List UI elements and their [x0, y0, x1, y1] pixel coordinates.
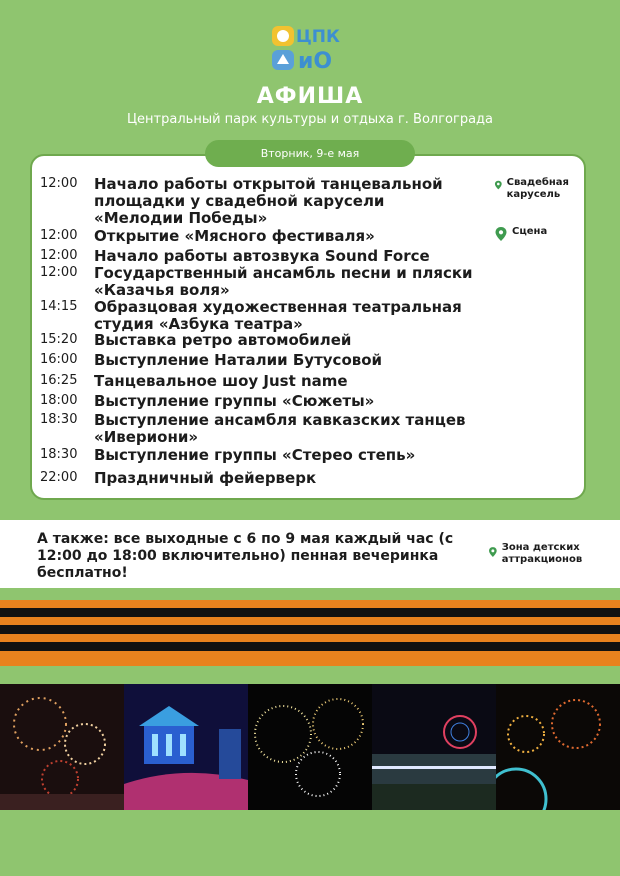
- event-time: 18:30: [40, 447, 78, 462]
- event-name: Открытие «Мясного фестиваля»: [94, 227, 375, 245]
- location-label: Свадебная карусель: [506, 177, 569, 200]
- event-row: [40, 373, 474, 390]
- event-name: Начало работы автозвука Sound Force: [94, 247, 430, 265]
- event-time: 16:25: [40, 373, 78, 388]
- logo-text-bottom: иО: [298, 49, 333, 74]
- event-time: 22:00: [40, 470, 78, 485]
- event-row: [40, 470, 474, 487]
- event-time: 12:00: [40, 228, 78, 243]
- event-row: [40, 393, 474, 410]
- location-label: Сцена: [512, 226, 548, 237]
- event-time: 12:00: [40, 176, 78, 191]
- event-name: Праздничный фейерверк: [94, 469, 317, 487]
- event-time: 16:00: [40, 352, 78, 367]
- event-time: 12:00: [40, 265, 78, 280]
- event-row: [40, 332, 474, 349]
- event-name: Выступление группы «Сюжеты»: [94, 392, 375, 410]
- event-name: Государственный ансамбль песни и пляски «Казачья воля»: [94, 264, 473, 299]
- event-time: 18:30: [40, 412, 78, 427]
- also-text: А также: все выходные с 6 по 9 мая каждый час (с 12:00 до 18:00 включительно) пенная вечеринка бесплатно!: [37, 531, 454, 581]
- fireworks-photo: [0, 684, 124, 810]
- st-george-ribbon: [0, 600, 620, 666]
- event-row: [40, 299, 474, 333]
- map-pin-icon: [494, 226, 508, 242]
- event-name: Образцовая художественная театральная студия «Азбука театра»: [94, 298, 462, 333]
- page-subtitle: Центральный парк культуры и отдыха г. Волгограда: [126, 112, 494, 127]
- event-row: [40, 176, 474, 227]
- map-pin-icon: [488, 542, 498, 562]
- event-row: [40, 447, 474, 464]
- location-stage: [494, 226, 580, 242]
- event-name: Выступление Наталии Бутусовой: [94, 351, 383, 369]
- event-row: [40, 228, 474, 245]
- event-time: 15:20: [40, 332, 78, 347]
- event-name: Выставка ретро автомобилей: [94, 331, 352, 349]
- night-park-photo: [372, 684, 496, 810]
- date-badge: Вторник, 9-е мая: [205, 140, 415, 167]
- event-row: [40, 352, 474, 369]
- location-wedding: [494, 177, 580, 201]
- event-name: Выступление ансамбля кавказских танцев «Ивериони»: [94, 411, 466, 446]
- logo-text-top: ЦПК: [296, 27, 340, 47]
- location-kids: [488, 542, 600, 566]
- event-name: Начало работы открытой танцевальной площадки у свадебной карусели «Мелодии Победы»: [94, 175, 443, 227]
- event-time: 12:00: [40, 248, 78, 263]
- photo-strip: [0, 684, 620, 810]
- event-name: Выступление группы «Стерео степь»: [94, 446, 416, 464]
- event-time: 18:00: [40, 393, 78, 408]
- event-row: [40, 265, 474, 299]
- page-title: АФИША: [256, 84, 364, 109]
- fireworks-wheel-photo: [496, 684, 620, 810]
- event-name: Танцевальное шоу Just name: [94, 372, 348, 390]
- event-time: 14:15: [40, 299, 78, 314]
- event-row: [40, 248, 474, 265]
- park-logo: [268, 20, 352, 76]
- location-label: Зона детских аттракционов: [501, 542, 583, 565]
- lit-building-photo: [124, 684, 248, 810]
- event-row: [40, 412, 474, 446]
- fireworks-photo: [248, 684, 372, 810]
- map-pin-icon: [494, 177, 503, 193]
